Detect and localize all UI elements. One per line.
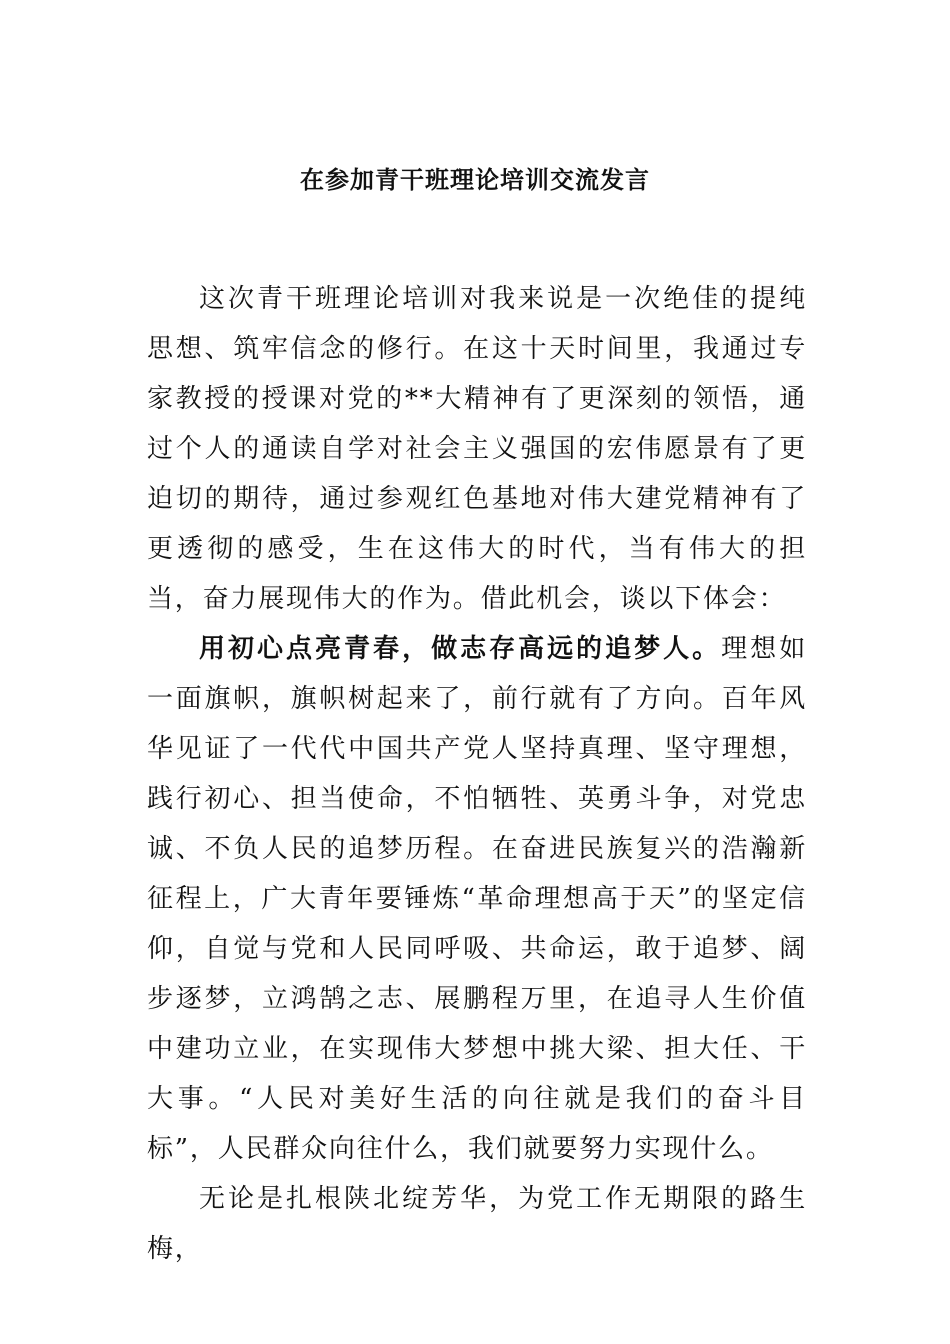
document-body [147, 274, 807, 1274]
paragraph-intro [147, 274, 807, 624]
paragraph-first-point [147, 624, 807, 1174]
paragraph-heading: 用初心点亮青春，做志存高远的追梦人。 [199, 634, 722, 664]
document-title: 在参加青干班理论培训交流发言 [300, 165, 650, 194]
paragraph-continued [147, 1174, 807, 1274]
paragraph-text: 理想如一面旗帜，旗帜树起来了，前行就有了方向。百年风华见证了一代代中国共产党人坚持真理、坚守理想，践行初心、担当使命，不怕牺牲、英勇斗争，对党忠诚、不负人民的追梦历程。在奋进民族复兴的浩瀚新征程上，广大青年要锤炼“革命理想高于天”的坚定信仰，自觉与党和人民同呼吸、共命运，敢于追梦、阔步逐梦，立鸿鹄之志、展鹏程万里，在追寻人生价值中建功立业，在实现伟大梦想中挑大梁、担大任、干大事。“人民对美好生活的向往就是我们的奋斗目标”，人民群众向往什么，我们就要努力实现什么。 [147, 634, 807, 1164]
paragraph-text: 这次青干班理论培训对我来说是一次绝佳的提纯思想、筑牢信念的修行。在这十天时间里，我通过专家教授的授课对党的**大精神有了更深刻的领悟，通过个人的通读自学对社会主义强国的宏伟愿景有了更迫切的期待，通过参观红色基地对伟大建党精神有了更透彻的感受，生在这伟大的时代，当有伟大的担当，奋力展现伟大的作为。借此机会，谈以下体会： [147, 284, 807, 614]
paragraph-text: 无论是扎根陕北绽芳华，为党工作无期限的路生梅， [147, 1184, 807, 1264]
